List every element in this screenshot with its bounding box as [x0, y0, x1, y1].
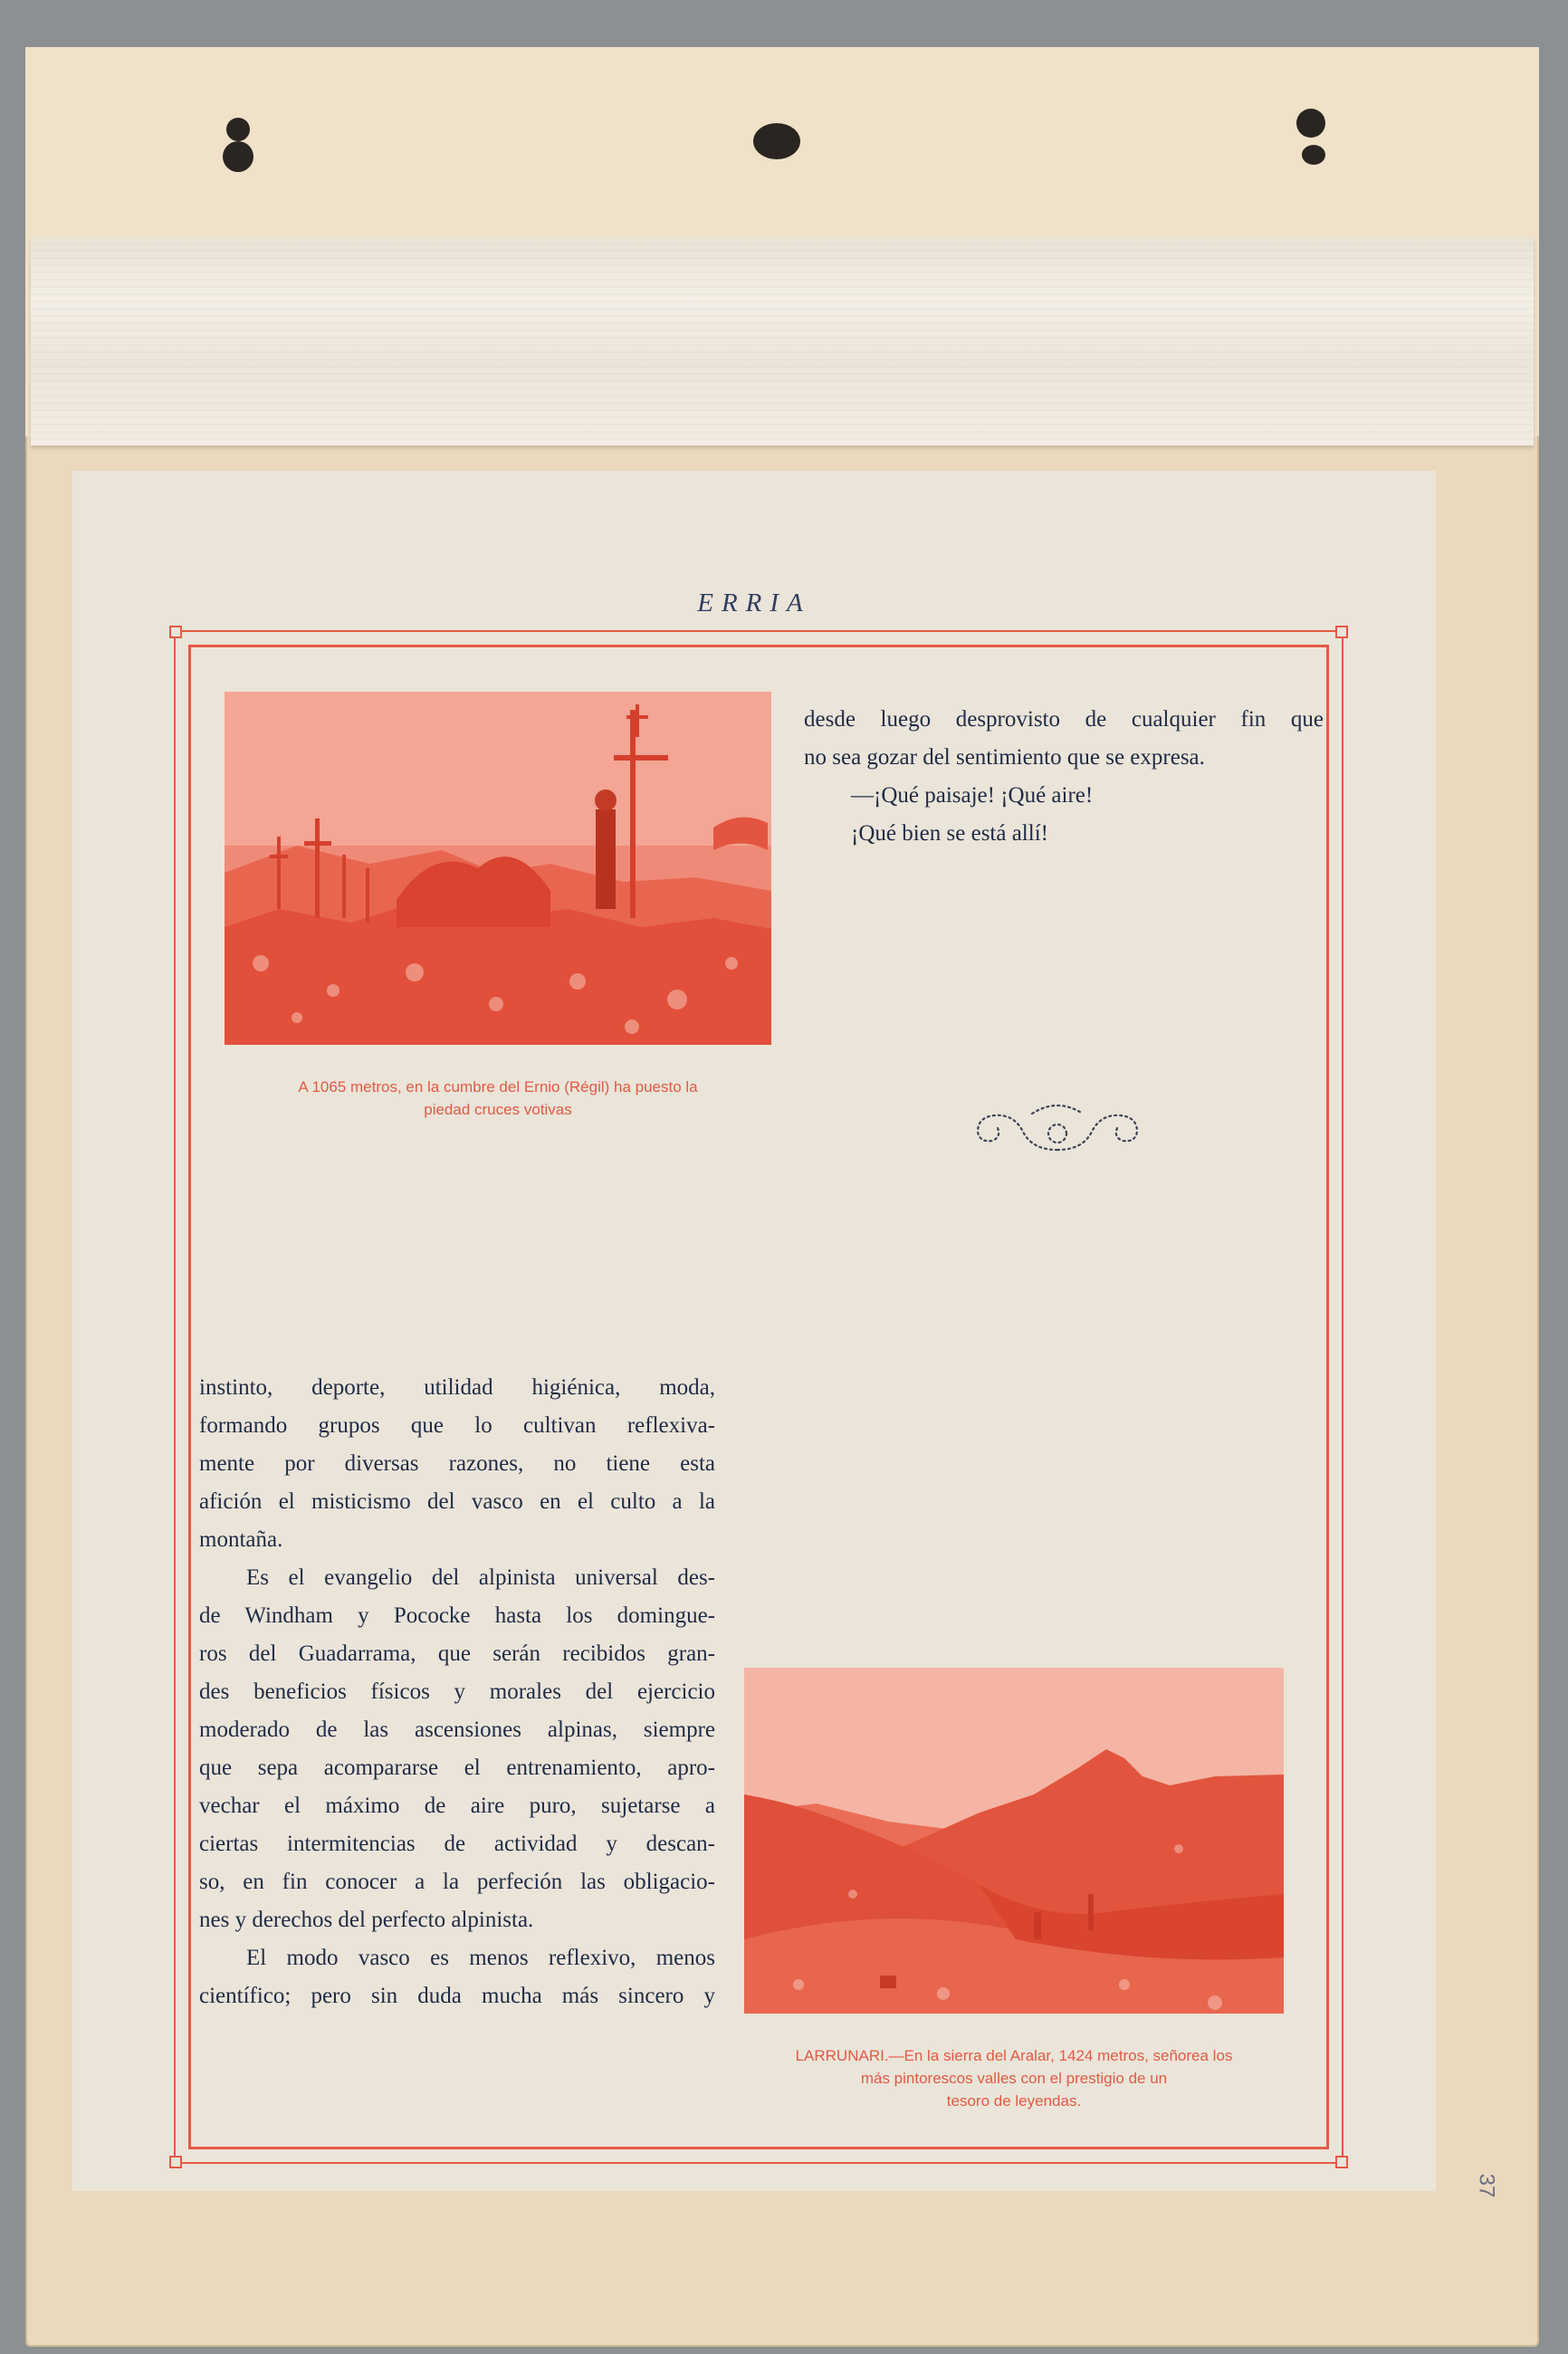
text-line: científico; pero sin duda mucha más sincero y	[199, 1984, 715, 2008]
caption-line: tesoro de leyendas.	[946, 2092, 1082, 2110]
text-line: nes y derechos del perfecto alpinista.	[199, 1908, 534, 1932]
text-line: mente por diversas razones, no tiene esta	[199, 1451, 715, 1476]
text-line: ciertas intermitencias de actividad y descan-	[199, 1832, 715, 1856]
text-line: des beneficios físicos y morales del ejercicio	[199, 1679, 715, 1704]
text-line: que sepa acompararse el entrenamiento, apro-	[199, 1756, 715, 1780]
binding-tape	[31, 237, 1534, 445]
punch-hole-left-upper	[226, 118, 250, 141]
text-line: desde luego desprovisto de cualquier fin que	[804, 707, 1324, 732]
text-line: instinto, deporte, utilidad higiénica, moda,	[199, 1375, 715, 1400]
mountain-valley-photo-icon	[744, 1668, 1284, 2014]
caption-line: LARRUNARI.—En la sierra del Aralar, 1424 metros, señorea los	[795, 2047, 1233, 2064]
scroll-ornament	[969, 1096, 1146, 1159]
bottom-left-column	[199, 1369, 715, 2015]
caption-line: A 1065 metros, en la cumbre del Ernio (Régil) ha puesto la	[298, 1078, 698, 1096]
running-head: ERRIA	[697, 588, 811, 617]
text-line: Es el evangelio del alpinista universal des-	[246, 1565, 715, 1590]
photo-mountain-valley	[744, 1668, 1284, 2014]
text-line: formando grupos que lo cultivan reflexiva-	[199, 1413, 715, 1438]
magazine-page	[72, 471, 1436, 2191]
frame-corner-ornament	[169, 2156, 182, 2168]
top-right-column	[804, 701, 1324, 853]
punch-hole-left	[223, 141, 253, 172]
exclamation-line: —¡Qué paisaje! ¡Qué aire!	[851, 783, 1094, 808]
punch-hole-right-upper	[1296, 109, 1325, 138]
text-line: so, en fin conocer a la perfeción las obligacio-	[199, 1870, 715, 1894]
photo-summit-crosses	[225, 692, 771, 1045]
exclamation-line: ¡Qué bien se está allí!	[851, 821, 1048, 846]
text-line: ros del Guadarrama, que serán recibidos gran-	[199, 1641, 715, 1666]
punch-hole-right	[1302, 145, 1325, 165]
photo-top-caption	[225, 1076, 771, 1121]
text-line: montaña.	[199, 1527, 283, 1552]
frame-corner-ornament	[169, 626, 182, 638]
mountain-summit-crosses-photo-icon	[225, 692, 771, 1045]
caption-line: más pintorescos valles con el prestigio de un	[860, 2070, 1168, 2087]
frame-corner-ornament	[1335, 626, 1348, 638]
photo-bottom-caption	[744, 2044, 1284, 2112]
text-line: vechar el máximo de aire puro, sujetarse a	[199, 1794, 715, 1818]
pencil-page-number: 37	[1474, 2173, 1499, 2198]
text-line: El modo vasco es menos reflexivo, menos	[246, 1946, 715, 1970]
punch-hole-center	[753, 123, 800, 159]
caption-line: piedad cruces votivas	[424, 1101, 572, 1118]
text-line: no sea gozar del sentimiento que se expresa.	[804, 745, 1205, 770]
text-line: afición el misticismo del vasco en el culto a la	[199, 1489, 715, 1514]
text-line: moderado de las ascensiones alpinas, siempre	[199, 1718, 715, 1742]
scroll-ornament-icon	[969, 1096, 1146, 1159]
frame-corner-ornament	[1335, 2156, 1348, 2168]
text-line: de Windham y Pococke hasta los domingue-	[199, 1603, 715, 1628]
